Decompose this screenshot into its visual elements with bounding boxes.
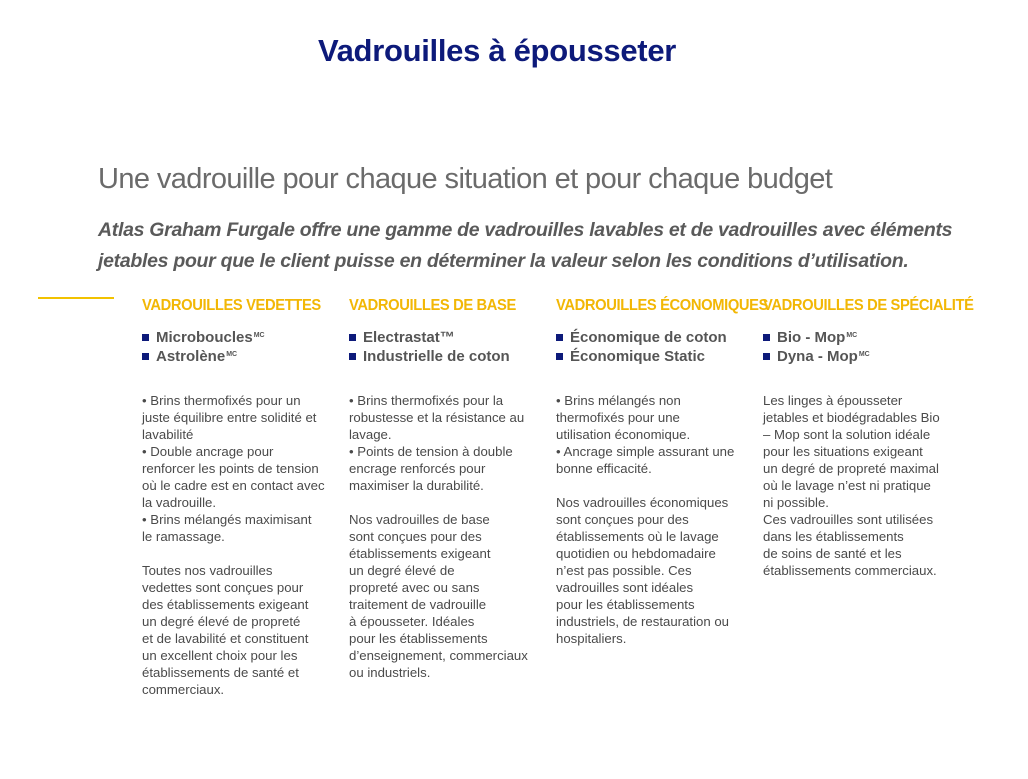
square-bullet-icon: [349, 334, 356, 341]
column-heading: VADROUILLES DE BASE: [349, 297, 516, 314]
accent-rule: [38, 297, 114, 299]
trademark-mark: MC: [858, 351, 870, 358]
product-item: [763, 347, 963, 366]
column-description: • Brins mélangés non thermofixés pour une utilisation économique. • Ancrage simple assurant une bonne efficacité. Nos vadrouilles économiques sont conçues pour des établissements où le lavage quotidien ou hebdomadaire n’est pas possible. Ces vadrouilles sont idéales pour les établissements industriels, de restauration ou hospitaliers.: [556, 393, 735, 646]
product-item: [142, 328, 342, 347]
square-bullet-icon: [556, 353, 563, 360]
square-bullet-icon: [142, 353, 149, 360]
square-bullet-icon: [349, 353, 356, 360]
square-bullet-icon: [763, 353, 770, 360]
product-name: Dyna - Mop: [777, 348, 858, 365]
intro-paragraph: Atlas Graham Furgale offre une gamme de vadrouilles lavables et de vadrouilles avec éléments jetables pour que le client puisse en déterminer la valeur selon les conditions d’utilisation.: [98, 219, 953, 272]
product-name: Industrielle de coton: [363, 348, 510, 365]
column-heading: VADROUILLES VEDETTES: [142, 297, 321, 314]
page-subtitle: Une vadrouille pour chaque situation et pour chaque budget: [98, 163, 833, 195]
square-bullet-icon: [763, 334, 770, 341]
product-name: Économique Static: [570, 348, 706, 365]
product-list: [763, 328, 963, 366]
square-bullet-icon: [556, 334, 563, 341]
column-specialite: [763, 294, 974, 579]
product-item: [349, 347, 549, 366]
column-heading: VADROUILLES DE SPÉCIALITÉ: [763, 297, 974, 314]
column-description: • Brins thermofixés pour un juste équilibre entre solidité et lavabilité • Double ancrage pour renforcer les points de tension où le cadre est en contact avec la vadrouille. • Brins mélangés maximisant le ramassage. Toutes nos vadrouilles vedettes sont conçues pour des établissements exigeant un degré élevé de propreté et de lavabilité et constituent un excellent choix pour les établissements de santé et commerciaux.: [142, 393, 325, 697]
product-name: Bio - Mop: [777, 329, 846, 346]
product-name: Astrolène: [156, 348, 226, 365]
trademark-mark: MC: [846, 332, 858, 339]
column-heading: VADROUILLES ÉCONOMIQUES: [556, 297, 769, 314]
product-item: [556, 347, 756, 366]
product-columns: [142, 294, 972, 714]
page-title: Vadrouilles à épousseter: [317, 33, 677, 68]
product-name: Microboucles: [156, 329, 253, 346]
product-item: [142, 347, 342, 366]
column-description: • Brins thermofixés pour la robustesse et la résistance au lavage. • Points de tension à double encrage renforcés pour maximiser la durabilité. Nos vadrouilles de base sont conçues pour des établissements exigeant un degré élevé de propreté avec ou sans traitement de vadrouille à épousseter. Idéales pour les établissements d’enseignement, commerciaux ou industriels.: [349, 393, 528, 680]
square-bullet-icon: [142, 334, 149, 341]
product-item: [349, 328, 549, 347]
product-item: [556, 328, 756, 347]
column-economiques: [556, 294, 769, 647]
trademark-mark: MC: [253, 332, 265, 339]
column-base: [349, 294, 549, 681]
column-vedettes: [142, 294, 342, 698]
product-list: [349, 328, 549, 366]
column-description: Les linges à épousseter jetables et biodégradables Bio – Mop sont la solution idéale pour les situations exigeant un degré de propreté maximal où le lavage n’est ni pratique ni possible. Ces vadrouilles sont utilisées dans les établissements de soins de santé et les établissements commerciaux.: [763, 393, 940, 578]
product-name: Electrastat™: [363, 329, 455, 346]
product-list: [556, 328, 756, 366]
product-name: Économique de coton: [570, 329, 727, 346]
product-list: [142, 328, 342, 366]
trademark-mark: MC: [226, 351, 238, 358]
